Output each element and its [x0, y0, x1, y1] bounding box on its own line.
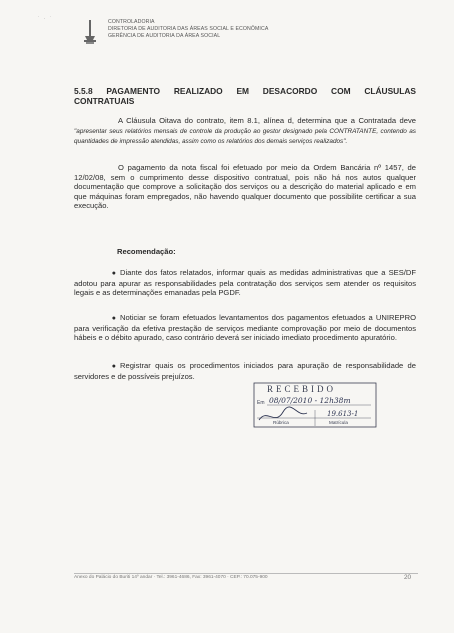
title-word: EM: [236, 86, 250, 96]
title-word: REALIZADO: [173, 86, 223, 96]
recommendation-item: [74, 268, 416, 298]
letterhead-management: GERÊNCIA DE AUDITORIA DA ÁREA SOCIAL: [108, 33, 221, 39]
received-stamp: [253, 382, 377, 428]
page-number: 20: [404, 574, 412, 581]
title-word: COM: [331, 86, 351, 96]
letterhead-org: CONTROLADORIA: [108, 19, 155, 25]
title-line-2: CONTRATUAIS: [74, 96, 135, 107]
stamp-title: RECEBIDO: [267, 384, 336, 394]
stamp-date-value: 08/07/2010 - 12h38m: [269, 396, 351, 405]
recommendation-text: Registrar quais os procedimentos iniciados para apuração de responsabilidade de servidores e de possíveis prejuízos.: [74, 361, 416, 381]
footer-address: Anexo do Palácio do Buriti 14º andar · Tel.: 3961-4686, Fax: 3961-4070 · CEP.: 70.075-900: [74, 575, 268, 580]
title-word: 5.5.8: [74, 86, 93, 96]
paragraph-payment: [74, 163, 416, 211]
title-word: DESACORDO: [262, 86, 318, 96]
recommendation-item: [74, 361, 416, 381]
bullet-icon: ●: [111, 270, 116, 277]
paragraph-contract-clause: [74, 116, 416, 147]
recommendation-item: [74, 313, 416, 343]
stamp-name-label: Rúbrica: [273, 420, 289, 425]
stamp-date-label: Em: [257, 400, 265, 406]
bullet-icon: ●: [111, 363, 116, 370]
recommendation-text: Noticiar se foram efetuados levantamentos dos pagamentos efetuados a UNIREPRO para verificação da efetiva prestação de serviços mediante comprovação por meio de documentos hábeis e o débito apurado, caso contrário deverá ser iniciado imediato procedimento apuratório.: [74, 313, 416, 343]
recommendation-text: Diante dos fatos relatados, informar quais as medidas administrativas que a SES/DF adotou para apurar as responsabilidades pela contratação dos serviços sem atender os requisitos legais e as determinações emanadas pela PGDF.: [74, 268, 416, 298]
letterhead: [108, 19, 268, 40]
coat-of-arms-icon: [82, 19, 98, 45]
title-word: CLÁUSULAS: [364, 86, 416, 96]
stamp-id-label: Matrícula: [329, 420, 348, 425]
bullet-icon: ●: [111, 315, 116, 322]
section-title: [74, 86, 416, 107]
paragraph-text: O pagamento da nota fiscal foi efetuado por meio da Ordem Bancária nº 1457, de 12/02/08, sem o cumprimento desse dispositivo contratual, pois não há nos autos qualquer documentação que comprove a solicitação dos serviços ou a descrição do material aplicado e em que máquinas foram empregados, não havendo qualquer documento que possibilite certificar a sua execução.: [74, 163, 416, 211]
stamp-id-value: 19.613-1: [327, 410, 359, 418]
contract-quote: "apresentar seus relatórios mensais de controle da produção ao gestor designado pela CONTRATANTE, contendo as quantidades de impressão atendidas, assim como os relatórios dos demais serviços realizados".: [74, 127, 416, 146]
letterhead-directorate: DIRETORIA DE AUDITORIA DAS ÁREAS SOCIAL E ECONÔMICA: [108, 26, 269, 32]
footer-divider: [74, 573, 418, 574]
recommendation-label: Recomendação:: [117, 247, 176, 256]
scan-specks: ˙ · ˙: [38, 16, 52, 22]
paragraph-text: A Cláusula Oitava do contrato, item 8.1, alínea d, determina que a Contratada deve: [118, 116, 416, 125]
title-word: PAGAMENTO: [106, 86, 161, 96]
